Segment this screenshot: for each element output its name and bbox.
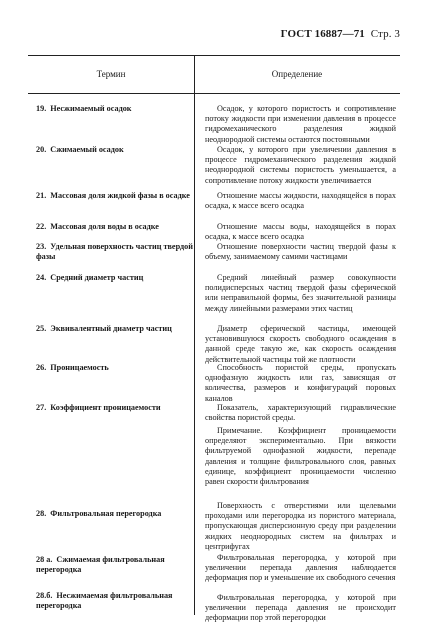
term-28a: 28 а. Сжимаемая фильтровальная перегородка: [36, 555, 165, 575]
term-22: 22. Массовая доля воды в осадке: [36, 222, 159, 231]
definition-22: Отношение массы воды, находящейся в порах осадка, к массе всего осадка: [205, 222, 396, 242]
term-26: 26. Проницаемость: [36, 363, 109, 372]
term-28b: 28.б. Несжимаемая фильтровальная перегородка: [36, 591, 173, 611]
definition-28a: Фильтровальная перегородка, у которой при увеличении перепада давления наблюдается деформация пор и уменьшение их свободного сечения: [205, 553, 396, 583]
term-20: 20. Сжимаемый осадок: [36, 145, 124, 154]
header-bottom-rule: [28, 93, 400, 94]
page-number: Стр. 3: [370, 28, 400, 40]
definition-28b: Фильтровальная перегородка, у которой при увеличении перепада давления не происходит деформации пор этой перегородки: [205, 593, 396, 623]
definition-24: Средний линейный размер совокупности полидисперсных частиц твердой фазы сферической или неправильной формы, без значительной разницы между линейными размерами этих частиц: [205, 273, 396, 313]
term-23: 23. Удельная поверхность частиц твердой фазы: [36, 242, 193, 262]
definition-26: Способность пористой среды, пропускать однофазную жидкость или газ, зависящая от количества, размеров и конфигураций поровых каналов: [205, 363, 396, 403]
standard-number: ГОСТ 16887—71: [280, 28, 365, 40]
terms-table: [28, 55, 400, 623]
definition-21: Отношение массы жидкости, находящейся в порах осадка, к массе всего осадка: [205, 191, 396, 211]
column-divider: [194, 55, 195, 615]
term-19: 19. Несжимаемый осадок: [36, 104, 132, 113]
column-header-definition: Определение: [271, 69, 323, 79]
page-header: [281, 28, 400, 40]
term-24: 24. Средний диаметр частиц: [36, 273, 144, 282]
term-25: 25. Эквивалентный диаметр частиц: [36, 324, 172, 333]
definition-28: Поверхность с отверстиями или щелевыми проходами или перегородка из пористого материала, пропускающая дисперсионную среду при разделении жидких неоднородных систем на фильтрах и центрифугах: [205, 501, 396, 551]
term-21: 21. Массовая доля жидкой фазы в осадке: [36, 191, 190, 200]
definition-23: Отношение поверхности частиц твердой фазы к объему, занимаемому самими частицами: [205, 242, 396, 262]
definition-27-note: Примечание. Коэффициент проницаемости определяют экспериментально. При вязкости фильтруемой однофазной жидкости, перепаде давления и толщине фильтровального слоя, равных единице, коэффициент проницаемости численно равен скорости фильтрования: [205, 426, 396, 487]
definition-27: Показатель, характеризующий гидравлические свойства пористой среды.: [205, 403, 396, 423]
table-top-rule: [28, 55, 400, 56]
column-header-term: Термин: [96, 69, 126, 79]
definition-20: Осадок, у которого при увеличении давления в процессе гидромеханического разделения жидкой неоднородной системы пористость уменьшается, а сопротивление потоку жидкости увеличивается: [205, 145, 396, 185]
term-28: 28. Фильтровальная перегородка: [36, 509, 162, 518]
term-27: 27. Коэффициент проницаемости: [36, 403, 161, 412]
definition-19: Осадок, у которого пористость и сопротивление потоку жидкости при изменении давления в процессе гидромеханического разделения жидкой неоднородной системы остаются постоянными: [205, 104, 396, 144]
definition-25: Диаметр сферической частицы, имеющей установившуюся скорость свободного осаждения в данной среде такую же, как скорость осаждения действительной частицы той же плотности: [205, 324, 396, 364]
